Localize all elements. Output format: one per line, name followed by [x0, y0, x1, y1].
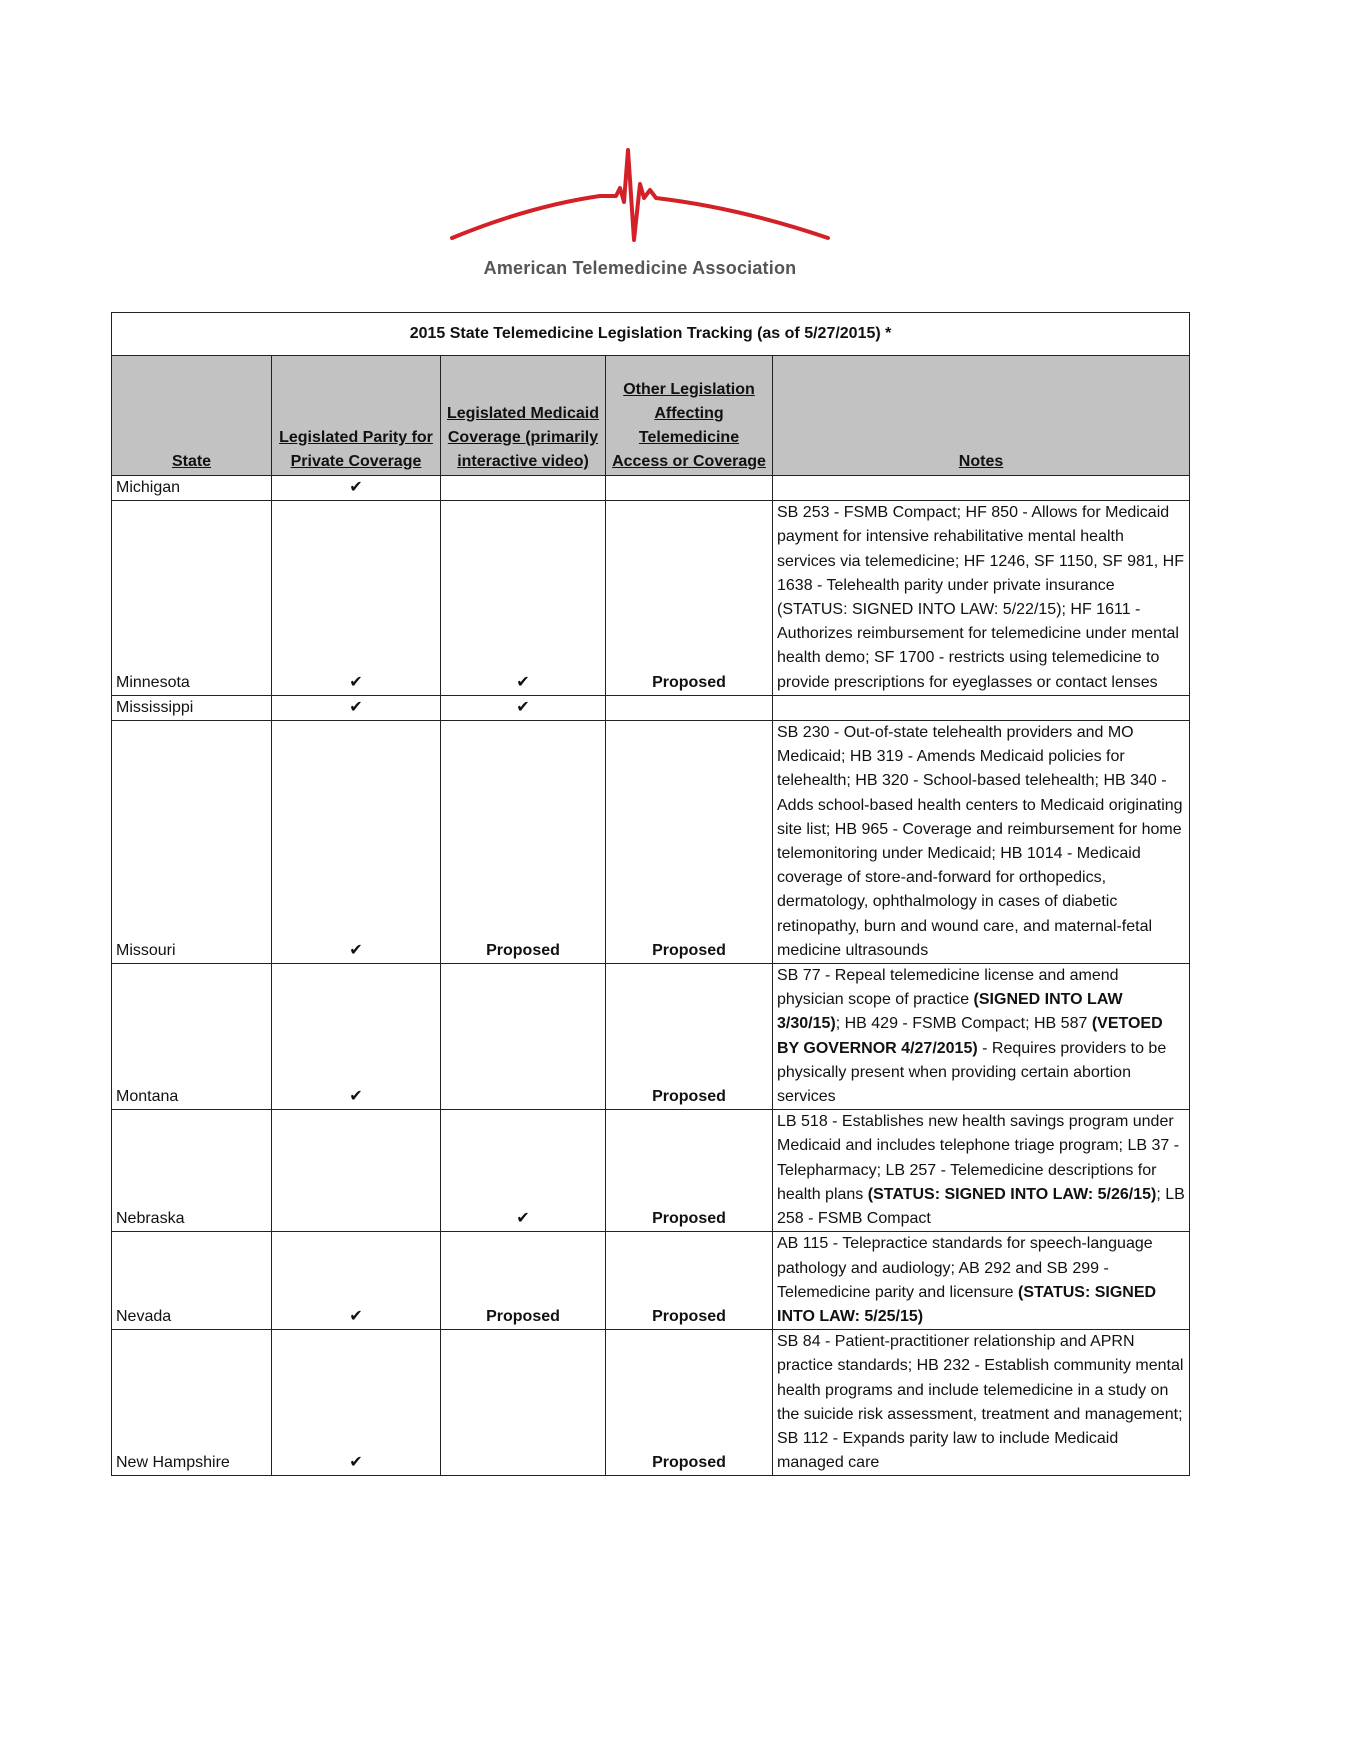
other-legislation-cell: Proposed: [606, 1110, 773, 1232]
notes-cell: [773, 476, 1190, 501]
medicaid-cell: ✔: [441, 695, 606, 720]
parity-cell: ✔: [272, 964, 441, 1110]
medicaid-cell: Proposed: [441, 721, 606, 964]
notes-text: - Requires providers to be physically present when providing certain abortion services: [777, 1039, 1167, 1106]
notes-cell: [773, 964, 1190, 1110]
header-other-legislation: Other Legislation Affecting Telemedicine Access or Coverage: [606, 356, 773, 476]
medicaid-cell: [441, 1330, 606, 1476]
table-row: [112, 476, 1190, 501]
medicaid-cell: [441, 964, 606, 1110]
state-cell: Nebraska: [112, 1110, 272, 1232]
state-cell: Montana: [112, 964, 272, 1110]
table-title: 2015 State Telemedicine Legislation Tracking (as of 5/27/2015) *: [112, 313, 1190, 356]
state-cell: Minnesota: [112, 501, 272, 696]
parity-cell: ✔: [272, 1232, 441, 1330]
notes-status-text: (VETOED BY GOVERNOR 4/27/2015): [777, 1015, 1163, 1057]
notes-cell: [773, 501, 1190, 696]
ata-logo: [440, 140, 840, 290]
header-parity: Legislated Parity for Private Coverage: [272, 356, 441, 476]
notes-cell: [773, 1232, 1190, 1330]
state-cell: Mississippi: [112, 695, 272, 720]
parity-cell: ✔: [272, 501, 441, 696]
header-notes: Notes: [773, 356, 1190, 476]
parity-cell: [272, 1110, 441, 1232]
state-cell: Nevada: [112, 1232, 272, 1330]
state-cell: Missouri: [112, 721, 272, 964]
notes-text: SB 253 - FSMB Compact; HF 850 - Allows for Medicaid payment for intensive rehabilitative mental health services via telemedicine; HF 1246, SF 1150, SF 981, HF 1638 - Telehealth parity under private insurance (STATUS: SIGNED INTO LAW: 5/22/15); HF 1611 - Authorizes reimbursement for telemedicine under mental health demo; SF 1700 - restricts using telemedicine to provide prescriptions for eyeglasses or contact lenses: [777, 504, 1184, 691]
logo-org-name: American Telemedicine Association: [483, 258, 797, 278]
medicaid-cell: ✔: [441, 1110, 606, 1232]
heartbeat-arc-logo-icon: [450, 140, 830, 250]
state-cell: Michigan: [112, 476, 272, 501]
parity-cell: ✔: [272, 721, 441, 964]
other-legislation-cell: Proposed: [606, 1232, 773, 1330]
medicaid-cell: [441, 476, 606, 501]
parity-cell: ✔: [272, 476, 441, 501]
table-row: [112, 964, 1190, 1110]
other-legislation-cell: Proposed: [606, 501, 773, 696]
notes-cell: [773, 1330, 1190, 1476]
parity-cell: ✔: [272, 1330, 441, 1476]
other-legislation-cell: Proposed: [606, 721, 773, 964]
table-row: [112, 721, 1190, 964]
notes-cell: [773, 695, 1190, 720]
notes-text: SB 84 - Patient-practitioner relationship and APRN practice standards; HB 232 - Establish community mental health programs and include telemedicine in a study on the suicide risk assessment, treatment and management; SB 112 - Expands parity law to include Medicaid managed care: [777, 1333, 1184, 1472]
other-legislation-cell: Proposed: [606, 964, 773, 1110]
notes-text: AB 115 - Telepractice standards for speech-language pathology and audiology; AB 292 and SB 299 - Telemedicine parity and licensure: [777, 1235, 1153, 1301]
notes-status-text: (STATUS: SIGNED INTO LAW: 5/25/15): [777, 1283, 1157, 1325]
legislation-table: [111, 312, 1190, 1476]
table-row: [112, 1232, 1190, 1330]
state-cell: New Hampshire: [112, 1330, 272, 1476]
other-legislation-cell: [606, 476, 773, 501]
notes-text: LB 518 - Establishes new health savings program under Medicaid and includes telephone triage program; LB 37 - Telepharmacy; LB 257 - Telemedicine descriptions for health plans: [777, 1113, 1180, 1203]
notes-text: ; LB 258 - FSMB Compact: [777, 1185, 1185, 1228]
medicaid-cell: Proposed: [441, 1232, 606, 1330]
header-state: State: [112, 356, 272, 476]
notes-status-text: (SIGNED INTO LAW 3/30/15): [777, 991, 1123, 1033]
table-row: [112, 695, 1190, 720]
notes-text: ; HB 429 - FSMB Compact; HB 587: [835, 1015, 1092, 1033]
notes-status-text: (STATUS: SIGNED INTO LAW: 5/26/15): [867, 1185, 1157, 1203]
other-legislation-cell: [606, 695, 773, 720]
table-row: [112, 501, 1190, 696]
header-medicaid: Legislated Medicaid Coverage (primarily interactive video): [441, 356, 606, 476]
notes-cell: [773, 721, 1190, 964]
notes-text: SB 77 - Repeal telemedicine license and amend physician scope of practice: [777, 967, 1119, 1009]
table-row: [112, 1330, 1190, 1476]
medicaid-cell: ✔: [441, 501, 606, 696]
other-legislation-cell: Proposed: [606, 1330, 773, 1476]
parity-cell: ✔: [272, 695, 441, 720]
notes-cell: [773, 1110, 1190, 1232]
table-row: [112, 1110, 1190, 1232]
notes-text: SB 230 - Out-of-state telehealth providers and MO Medicaid; HB 319 - Amends Medicaid policies for telehealth; HB 320 - School-based telehealth; HB 340 - Adds school-based health centers to Medicaid originating site list; HB 965 - Coverage and reimbursement for home telemonitoring under Medicaid; HB 1014 - Medicaid coverage of store-and-forward for orthopedics, dermatology, ophthalmology in cases of diabetic retinopathy, burn and wound care, and maternal-fetal medicine ultrasounds: [777, 724, 1183, 959]
